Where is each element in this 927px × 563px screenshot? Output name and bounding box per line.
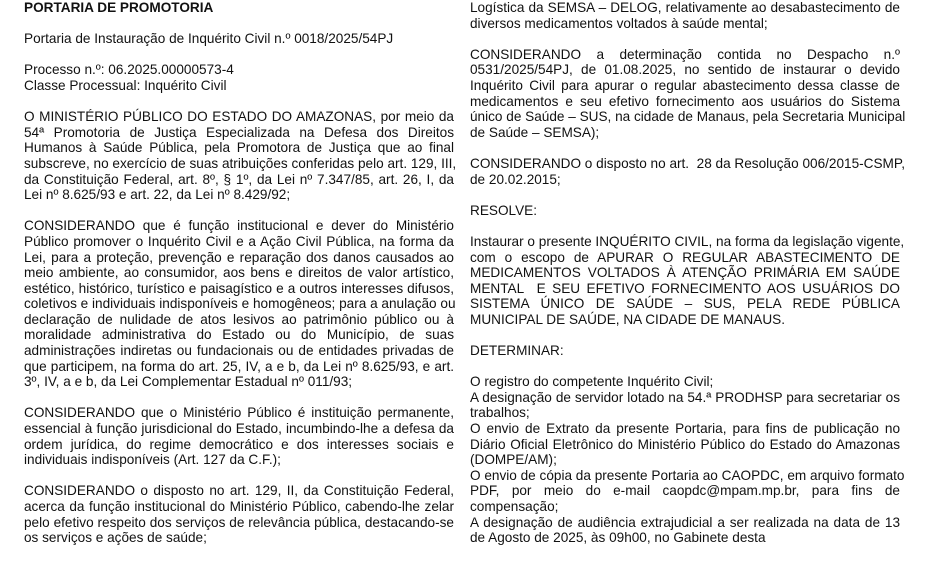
- text-line: diversos medicamentos voltados à saúde mental;: [470, 15, 768, 31]
- determinations-list: [470, 374, 905, 546]
- text-line: coletivos e individuais indisponíveis e homogêneos; para a anulação ou: [24, 296, 456, 312]
- text-line: MUNICIPAL DE SAÚDE, NA CIDADE DE MANAUS.: [470, 311, 785, 327]
- paragraph-instaurar: [470, 233, 905, 328]
- list-item: A designação de servidor lotado na 54.ª PRODHSP para secretariar os: [470, 389, 900, 405]
- list-item: O registro do competente Inquérito Civil;: [470, 374, 714, 390]
- list-item: trabalhos;: [470, 405, 530, 421]
- text-line: com o escopo de APURAR O REGULAR ABASTECIMENTO DE: [470, 249, 900, 265]
- text-line: os serviços e ações de saúde;: [24, 530, 207, 546]
- text-line: CONSIDERANDO que é função institucional e dever do Ministério: [24, 218, 454, 234]
- text-line: CONSIDERANDO o disposto no art. 129, II, da Constituição Federal,: [24, 483, 454, 499]
- paragraph-considerando-3: [24, 483, 454, 545]
- text-line: da Constituição Federal, art. 8º, § 1º, da Lei nº 7.347/85, art. 26, I, da: [24, 171, 454, 187]
- list-item: de Agosto de 2025, às 09h00, no Gabinete desta: [470, 530, 766, 546]
- text-line: Logística da SEMSA – DELOG, relativamente ao desabastecimento de: [470, 0, 900, 15]
- text-line: individuais indisponíveis (Art. 127 da C.F.);: [24, 452, 281, 468]
- list-item: PDF, por meio do e-mail caopdc@mpam.mp.br, para fins de: [470, 483, 900, 499]
- text-line: de 20.02.2015;: [470, 171, 561, 187]
- text-line: CONSIDERANDO o disposto no art. 28 da Resolução 006/2015-CSMP,: [470, 155, 905, 171]
- text-line: ordem jurídica, do regime democrático e dos interesses sociais e: [24, 436, 454, 452]
- text-line: único de Saúde – SUS, na cidade de Manaus, pela Secretaria Municipal: [470, 109, 906, 125]
- text-line: SISTEMA ÚNICO DE SAÚDE – SUS, PELA REDE PÚBLICA: [470, 296, 900, 312]
- text-line: CONSIDERANDO a determinação contida no Despacho n.º: [470, 46, 900, 62]
- right-column: [470, 0, 906, 546]
- paragraph-considerando-despacho: [470, 46, 906, 141]
- text-line: Público promover o Inquérito Civil e a Ação Civil Pública, na forma da: [24, 233, 454, 249]
- list-item: A designação de audiência extrajudicial a ser realizada na data de 13: [470, 514, 900, 530]
- text-line: O MINISTÉRIO PÚBLICO DO ESTADO DO AMAZONAS, por meio da: [24, 109, 454, 125]
- paragraph-considerando-1: [24, 218, 454, 390]
- text-line: 54ª Promotoria de Justiça Especializada na Defesa dos Direitos: [24, 124, 454, 140]
- list-item: O envio de Extrato da presente Portaria, para fins de publicação no: [470, 421, 900, 437]
- classe-processual: Classe Processual: Inquérito Civil: [24, 77, 227, 93]
- portaria-number: Portaria de Instauração de Inquérito Civil n.º 0018/2025/54PJ: [24, 31, 394, 47]
- text-line: Humanos à Saúde Pública, pela Promotora de Justiça que ao final: [24, 140, 454, 156]
- text-line: MEDICAMENTOS VOLTADOS À ATENÇÃO PRIMÁRIA EM SAÚDE: [470, 265, 900, 281]
- text-line: declaração de nulidade de atos lesivos ao patrimônio público ou à: [24, 311, 454, 327]
- text-line: acerca da função institucional do Ministério Público, cabendo-lhe zelar: [24, 499, 454, 514]
- text-line: meio ambiente, ao consumidor, aos bens e direitos de valor artístico,: [24, 265, 454, 281]
- list-item: (DOMPE/AM);: [470, 452, 557, 468]
- text-line: medicamentos e seu efetivo fornecimento aos usuários do Sistema: [470, 93, 900, 109]
- paragraph-continuation: [470, 0, 900, 31]
- list-item: O envio de cópia da presente Portaria ao CAOPDC, em arquivo formato: [470, 467, 905, 483]
- text-line: Inquérito Civil para apurar o regular abastecimento dessa classe de: [470, 77, 900, 93]
- text-line: moralidade administrativa do Estado ou do Município, de suas: [24, 327, 454, 343]
- list-item: compensação;: [470, 499, 559, 514]
- text-line: Lei nº 8.625/93 e art. 22, da Lei nº 8.429/92;: [24, 187, 291, 203]
- text-line: 0531/2025/54PJ, de 01.08.2025, no sentido de instaurar o devido: [470, 62, 900, 78]
- left-column: [24, 0, 457, 546]
- text-line: essencial à função jurisdicional do Estado, incumbindo-lhe a defesa da: [24, 421, 454, 437]
- text-line: estético, histórico, turístico e paisagístico e a outros interesses difusos,: [24, 280, 454, 296]
- determinar-heading: DETERMINAR:: [470, 343, 564, 359]
- paragraph-considerando-2: [24, 405, 454, 467]
- text-line: administrações indiretas ou fundacionais ou de entidades privadas de: [24, 343, 454, 359]
- resolve-heading: RESOLVE:: [470, 202, 537, 218]
- text-line: CONSIDERANDO que o Ministério Público é instituição permanente,: [24, 405, 454, 421]
- paragraph-preamble: [24, 109, 457, 203]
- text-line: 3º, IV, a e b, da Lei Complementar Estadual nº 011/93;: [24, 374, 353, 390]
- processo-number: Processo n.º: 06.2025.00000573-4: [24, 62, 234, 78]
- text-line: MENTAL E SEU EFETIVO FORNECIMENTO AOS USUÁRIOS DO: [470, 280, 900, 296]
- paragraph-considerando-resolucao: [470, 155, 905, 187]
- text-line: subscreve, no exercício de suas atribuições conferidas pelo art. 129, III,: [24, 155, 457, 171]
- text-line: Instaurar o presente INQUÉRITO CIVIL, na forma da legislação vigente,: [470, 233, 905, 249]
- list-item: Diário Oficial Eletrônico do Ministério Público do Estado do Amazonas: [470, 436, 900, 452]
- text-line: que participem, na forma do art. 25, IV, a e b, da Lei nº 8.625/93, e art.: [24, 358, 454, 374]
- document-title: PORTARIA DE PROMOTORIA: [24, 0, 214, 15]
- text-line: Lei, para a proteção, prevenção e reparação dos danos causados ao: [24, 249, 454, 265]
- text-line: pelo efetivo respeito dos serviços de relevância pública, destacando-se: [24, 514, 454, 530]
- text-line: de Saúde – SEMSA);: [470, 124, 600, 140]
